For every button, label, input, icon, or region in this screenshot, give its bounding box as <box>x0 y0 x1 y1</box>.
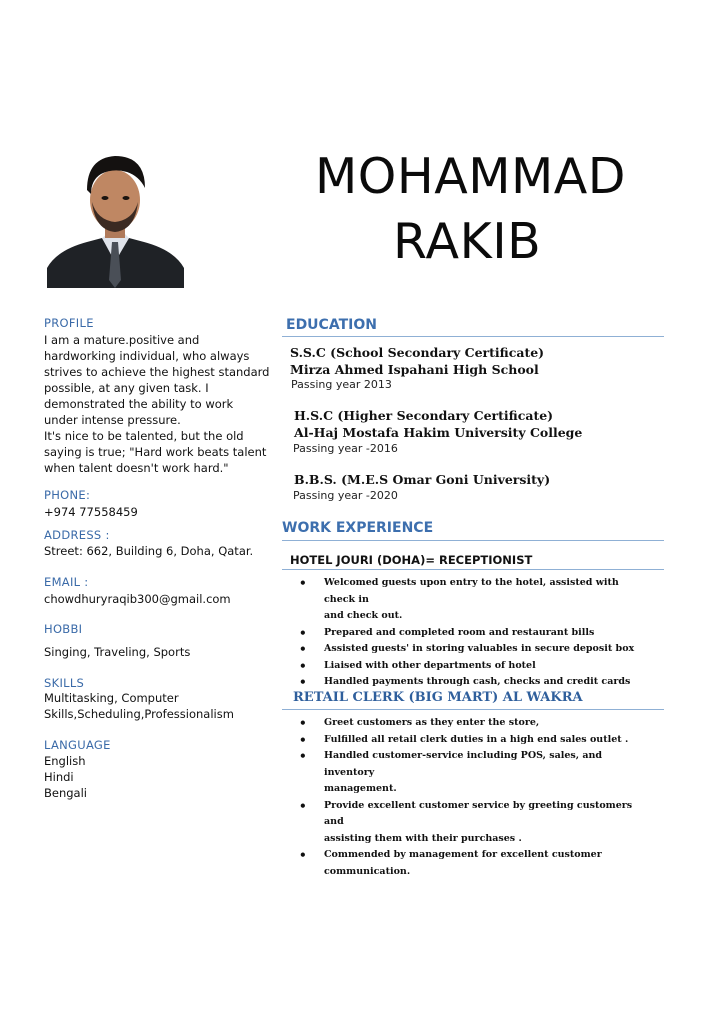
hsc-year: Passing year -2016 <box>293 442 398 455</box>
profile-line: when talent doesn't work hard." <box>44 461 229 475</box>
profile-photo <box>47 150 184 288</box>
profile-line: under intense pressure. <box>44 413 181 427</box>
job2-bullet-continued <box>292 864 652 881</box>
hsc-school: Al-Haj Mostafa Hakim University College <box>294 425 583 440</box>
profile-text <box>44 332 274 476</box>
work-divider <box>282 540 664 541</box>
profile-line: I am a mature.positive and <box>44 333 200 347</box>
email-label: EMAIL : <box>44 575 89 589</box>
job2-bullet-text: communication. <box>324 865 411 877</box>
job1-bullets <box>292 575 652 691</box>
skills-text <box>44 690 234 722</box>
job1-bullet-continued <box>292 608 652 625</box>
language-item: Bengali <box>44 786 87 800</box>
job1-divider <box>282 569 664 570</box>
language-label: LANGUAGE <box>44 738 111 752</box>
education-title: EDUCATION <box>286 317 377 333</box>
job1-bullet: • Liaised with other departments of hotel <box>292 658 652 675</box>
name-last-line: RAKIB <box>393 213 542 270</box>
education-divider <box>282 336 664 337</box>
job1-bullet: • Welcomed guests upon entry to the hotel, assisted with check in <box>292 575 652 608</box>
profile-line: strives to achieve the highest standard <box>44 365 270 379</box>
language-list <box>44 753 87 801</box>
profile-line: hardworking individual, who always <box>44 349 250 363</box>
job2-bullet-continued <box>292 831 652 848</box>
job2-bullet: • Handled customer-service including POS, sales, and inventory <box>292 748 652 781</box>
skills-line: Skills,Scheduling,Professionalism <box>44 707 234 721</box>
profile-photo-image <box>47 150 184 288</box>
work-title: WORK EXPERIENCE <box>282 520 434 536</box>
address-value: Street: 662, Building 6, Doha, Qatar. <box>44 544 254 558</box>
address-label: ADDRESS : <box>44 528 110 542</box>
job2-divider <box>282 709 664 710</box>
job2-bullet-text: assisting them with their purchases . <box>324 832 522 844</box>
ssc-school: Mirza Ahmed Ispahani High School <box>290 362 539 377</box>
phone-value: +974 77558459 <box>44 505 138 519</box>
job2-bullet-continued <box>292 781 652 798</box>
profile-line: demonstrated the ability to work <box>44 397 234 411</box>
skills-line: Multitasking, Computer <box>44 691 179 705</box>
language-item: English <box>44 754 86 768</box>
skills-label: SKILLS <box>44 676 85 690</box>
profile-line: possible, at any given task. I <box>44 381 209 395</box>
hobbi-label: HOBBI <box>44 622 83 636</box>
bbs-year: Passing year -2020 <box>293 489 398 502</box>
job2-title: RETAIL CLERK (BIG MART) AL WAKRA <box>293 690 583 705</box>
job2-bullets <box>292 715 652 880</box>
profile-line: saying is true; "Hard work beats talent <box>44 445 267 459</box>
profile-line: It's nice to be talented, but the old <box>44 429 244 443</box>
job2-bullet-text: management. <box>324 783 397 794</box>
job2-bullet: • Greet customers as they enter the store, <box>292 715 652 732</box>
job1-bullet: • Prepared and completed room and restaurant bills <box>292 625 652 642</box>
job2-bullet: • Commended by management for excellent customer <box>292 847 652 864</box>
language-item: Hindi <box>44 770 74 784</box>
job1-bullet-text: and check out. <box>324 610 403 621</box>
email-value: chowdhuryraqib300@gmail.com <box>44 592 231 606</box>
hsc-degree: H.S.C (Higher Secondary Certificate) <box>294 408 554 423</box>
ssc-degree: S.S.C (School Secondary Certificate) <box>290 345 545 360</box>
name-first-line: MOHAMMAD <box>315 148 627 205</box>
job1-bullet: • Handled payments through cash, checks and credit cards <box>292 674 652 691</box>
hobbi-value: Singing, Traveling, Sports <box>44 645 191 659</box>
job2-bullet: • Fulfilled all retail clerk duties in a high end sales outlet . <box>292 732 652 749</box>
phone-label: PHONE: <box>44 488 91 502</box>
ssc-year: Passing year 2013 <box>291 378 392 391</box>
job2-bullet: • Provide excellent customer service by greeting customers and <box>292 798 652 831</box>
profile-label: PROFILE <box>44 316 94 330</box>
bbs-degree: B.B.S. (M.E.S Omar Goni University) <box>294 472 551 487</box>
job1-bullet: • Assisted guests' in storing valuables in secure deposit box <box>292 641 652 658</box>
job1-title: HOTEL JOURI (DOHA)= RECEPTIONIST <box>290 553 533 567</box>
